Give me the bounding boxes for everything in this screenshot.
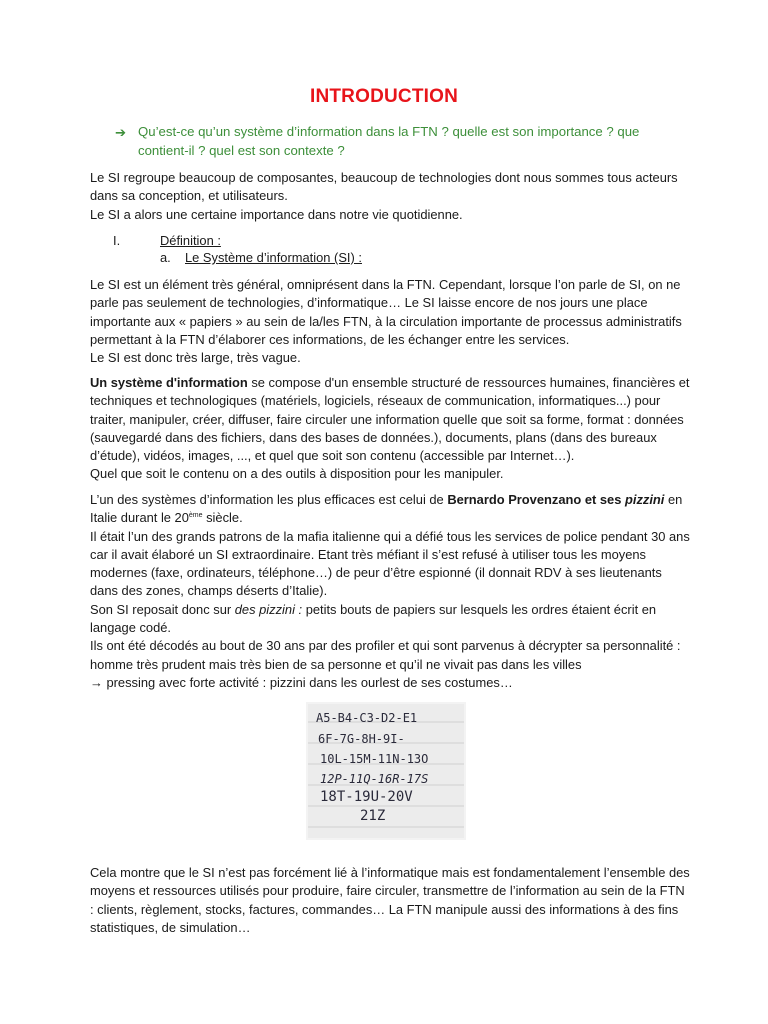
subsection-letter: a. <box>160 250 171 265</box>
century-superscript: ème <box>188 512 203 520</box>
page-title: INTRODUCTION <box>309 86 459 107</box>
intro-line-1: Le SI regroupe beaucoup de composantes, beaucoup de technologies dont nous sommes tous acteurs dans sa conception, et utilisateurs. <box>90 170 678 204</box>
code-line-5: 18T-19U-20V <box>320 789 413 805</box>
provenzano-paragraph <box>90 491 690 692</box>
provenzano-para-2: Il était l’un des grands patrons de la mafia italienne qui a défié tous les services de police pendant 30 ans car il avait élaboré un SI extraordinaire. Etant très méfiant il s’est refusé à utiliser tous les moyens modernes (faxe, ordinateurs, téléphone…) de peur d’être espionné (il donnait RDV à ses lieutenants dans des zones, champs déserts d’Italie). <box>90 528 690 599</box>
si-composition-paragraph <box>90 374 690 484</box>
code-line-2: 6F-7G-8H-9I- <box>318 732 405 746</box>
section-number: I. <box>113 233 121 248</box>
pizzini-image <box>306 702 466 840</box>
intro-paragraph <box>90 169 690 224</box>
section-heading: Définition : <box>160 233 221 248</box>
conclusion-paragraph <box>90 864 690 937</box>
provenzano-text-end: siècle. <box>202 510 243 526</box>
code-line-4: 12P-11Q-16R-17S <box>320 772 429 786</box>
provenzano-p3-start: Son SI reposait donc sur <box>90 601 235 617</box>
provenzano-text-start: L’un des systèmes d’information les plus efficaces est celui de <box>90 492 448 507</box>
pizzini-term: pizzini <box>624 492 665 507</box>
intro-question <box>115 122 675 160</box>
conclusion-text: Cela montre que le SI n’est pas forcément lié à l’informatique mais est fondamentalement l’ensemble des moyens et ressources utilisés pour produire, faire circuler, transmettre de l’information au sein de la FTN : clients, règlement, stocks, factures, commandes… La FTN manipule aussi des informations à des fins statistiques, de simulation… <box>90 865 690 935</box>
si-composition-body: se compose d'un ensemble structuré de ressources humaines, financières et techniques et technologiques (matériels, logiciels, réseaux de communication, informatiques...) pour traiter, manipuler, créer, diffuser, faire circuler une information quelle que soit sa forme, format : données (sauvegardé dans des fichiers, dans des bases de données.), documents, plans (dans des bureaux d’étude), vidéos, images, ..., et quel que soit son contenu (accessible par Internet…). <box>90 375 690 464</box>
provenzano-intro <box>90 491 690 528</box>
pizzini-italic: des pizzini : <box>234 601 303 617</box>
subsection-heading: Le Système d’information (SI) : <box>185 250 362 265</box>
question-text: Qu’est-ce qu’un système d’information dans la FTN ? quelle est son importance ? que contient-il ? quel est son contexte ? <box>138 124 640 158</box>
si-term: Un système d'information <box>90 375 248 390</box>
definition-summary: Le SI est donc très large, très vague. <box>90 350 301 366</box>
provenzano-para-4: Ils ont été décodés au bout de 30 ans par des profiler et qui sont parvenus à décrypter sa personnalité : homme très prudent mais très bien de sa personne et qu’il ne vivait pas dans les villes <box>90 638 681 672</box>
code-line-3: 10L-15M-11N-13O <box>320 752 429 766</box>
provenzano-p3-end: petits bouts de papiers sur lesquels les ordres étaient écrit en langage codé. <box>90 601 657 636</box>
code-line-1: A5-B4-C3-D2-E1 <box>316 711 418 725</box>
si-composition-text <box>90 374 690 465</box>
provenzano-para-5: → pressing avec forte activité : pizzini dans les ourlest de ses costumes… <box>90 674 513 690</box>
provenzano-text-after: en Italie durant le 20 <box>90 492 683 526</box>
definition-paragraph <box>90 276 690 367</box>
si-composition-line-2: Quel que soit le contenu on a des outils à disposition pour les manipuler. <box>90 466 504 482</box>
provenzano-name: Bernardo Provenzano et ses <box>447 492 625 507</box>
code-line-6: 21Z <box>360 808 386 824</box>
definition-text: Le SI est un élément très général, omniprésent dans la FTN. Cependant, lorsque l’on parle de SI, on ne parle pas seulement de technologies, d’informatique… Le SI laisse encore de nos jours une place importante aux « papiers » au sein de la/les FTN, à la circulation importante de processus administratifs permettant à la FTN d’élaborer ces informations, de les échanger entre les services. <box>90 277 682 347</box>
intro-line-2: Le SI a alors une certaine importance dans notre vie quotidienne. <box>90 206 463 222</box>
arrow-right-icon: ➔ <box>115 125 127 140</box>
provenzano-para-3 <box>90 601 690 638</box>
